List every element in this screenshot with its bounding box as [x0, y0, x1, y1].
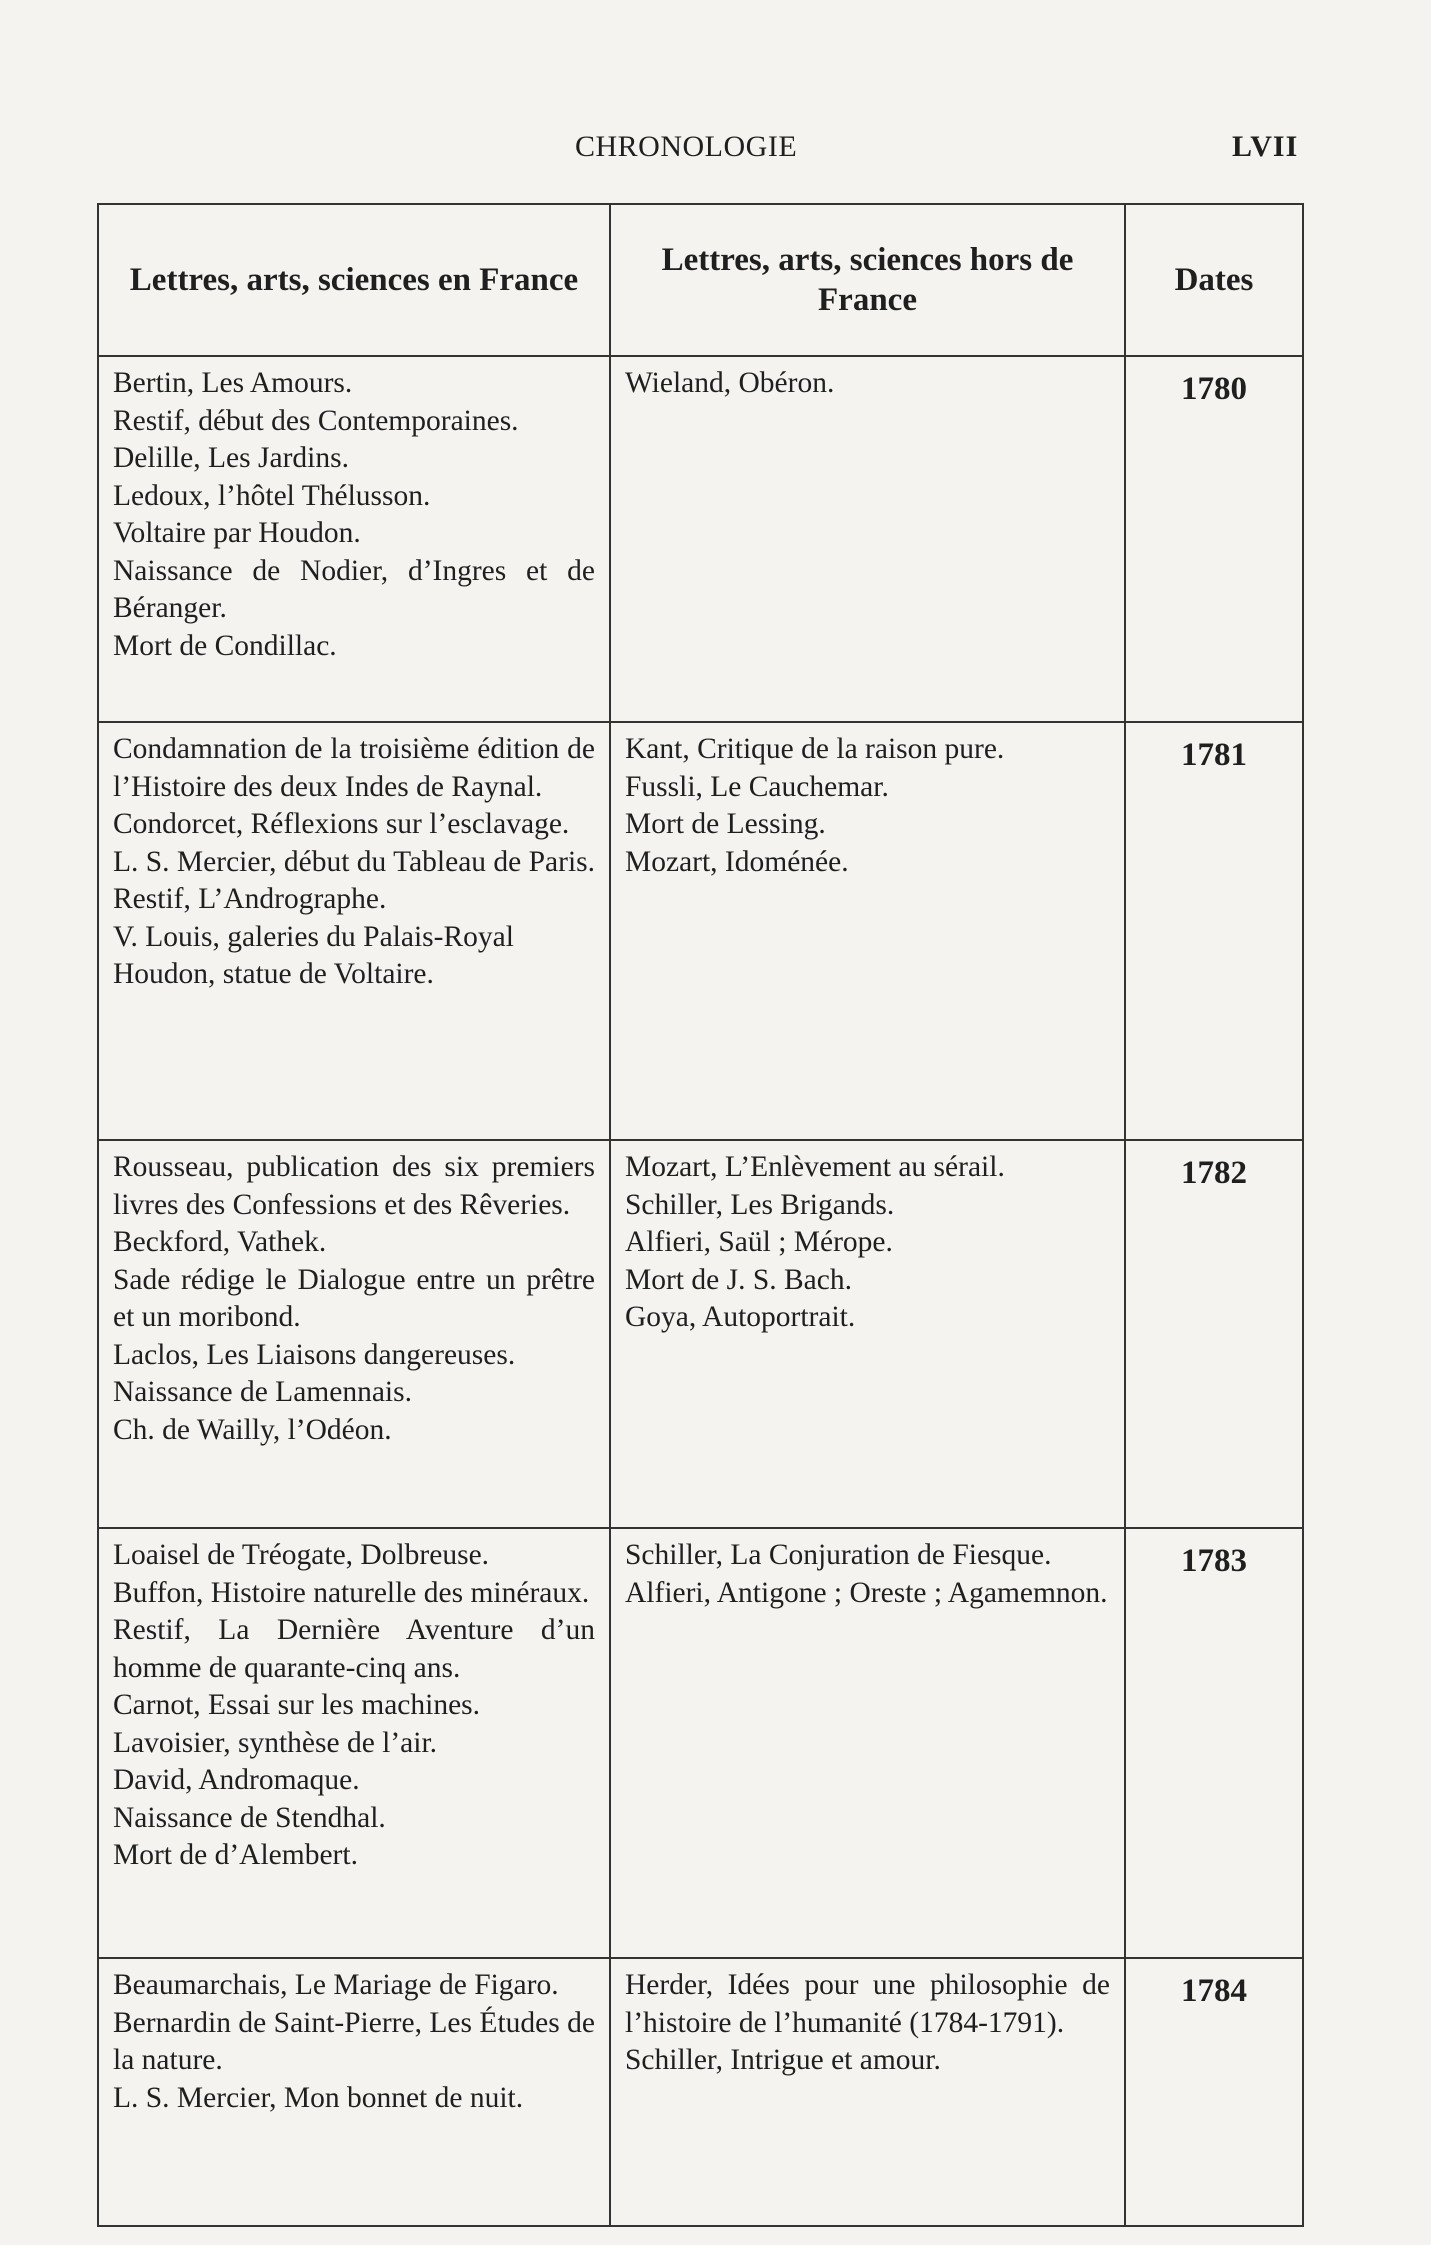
cell-abroad	[610, 1528, 1125, 1958]
cell-france	[98, 722, 610, 1140]
entry: Delille, Les Jardins.	[113, 442, 349, 474]
entry: Beckford, Vathek.	[113, 1226, 327, 1258]
entry: Bernardin de Saint-Pierre, Les Études de la nature.	[113, 2006, 595, 2076]
table-row	[98, 722, 1303, 1140]
entry: Naissance de Lamennais.	[113, 1376, 412, 1408]
table-row	[98, 1958, 1303, 2226]
entry: Herder, Idées pour une philosophie de l’histoire de l’humanité (1784-1791).	[625, 1969, 1110, 2039]
entry: Wieland, Obéron.	[625, 367, 835, 399]
cell-abroad	[610, 356, 1125, 722]
entry: Fussli, Le Cauchemar.	[625, 770, 889, 803]
entry: Voltaire par Houdon.	[113, 517, 361, 549]
entry: Mort de d’Alembert.	[113, 1839, 358, 1871]
cell-france	[98, 1958, 610, 2226]
entry: L. S. Mercier, début du Tableau de Paris.	[113, 845, 596, 878]
cell-abroad	[610, 722, 1125, 1140]
column-header-abroad: Lettres, arts, sciences hors de France	[610, 204, 1125, 356]
entry: Mozart, L’Enlèvement au sérail.	[625, 1151, 1005, 1183]
cell-date: 1783	[1125, 1528, 1303, 1958]
column-header-france: Lettres, arts, sciences en France	[98, 204, 610, 356]
entry: Houdon, statue de Voltaire.	[113, 958, 434, 990]
entry: Restif, début des Contemporaines.	[113, 404, 519, 437]
entry: Carnot, Essai sur les machines.	[113, 1689, 481, 1721]
entry: Alfieri, Antigone ; Oreste ; Agamemnon.	[625, 1576, 1108, 1609]
entry: Sade rédige le Dialogue entre un prêtre et un moribond.	[113, 1263, 595, 1333]
entry: David, Andromaque.	[113, 1764, 360, 1796]
entry: Schiller, Intrigue et amour.	[625, 2044, 941, 2076]
entry: Beaumarchais, Le Mariage de Figaro.	[113, 1969, 559, 2001]
entry: Ledoux, l’hôtel Thélusson.	[113, 479, 431, 512]
cell-date: 1781	[1125, 722, 1303, 1140]
entry: Loaisel de Tréogate, Dolbreuse.	[113, 1539, 490, 1571]
chronology-table	[97, 203, 1304, 2227]
entry: Alfieri, Saül ; Mérope.	[625, 1226, 893, 1258]
entry: Lavoisier, synthèse de l’air.	[113, 1726, 438, 1759]
entry: Schiller, Les Brigands.	[625, 1188, 895, 1221]
entry: Mort de J. S. Bach.	[625, 1263, 852, 1296]
entry: Naissance de Nodier, d’Ingres et de Béranger.	[113, 554, 595, 624]
entry: Restif, La Dernière Aventure d’un homme de quarante-cinq ans.	[113, 1614, 595, 1684]
cell-france	[98, 356, 610, 722]
entry: Rousseau, publication des six premiers livres des Confessions et des Rêveries.	[113, 1151, 595, 1221]
table-row	[98, 356, 1303, 722]
table-header-row	[98, 204, 1303, 356]
entry: Buffon, Histoire naturelle des minéraux.	[113, 1576, 590, 1609]
entry: Bertin, Les Amours.	[113, 367, 353, 399]
entry: V. Louis, galeries du Palais-Royal	[113, 920, 514, 953]
entry: Goya, Autoportrait.	[625, 1301, 856, 1333]
cell-date: 1780	[1125, 356, 1303, 722]
cell-date: 1782	[1125, 1140, 1303, 1528]
entry: Mort de Lessing.	[625, 808, 826, 840]
entry: L. S. Mercier, Mon bonnet de nuit.	[113, 2081, 524, 2114]
table-row	[98, 1528, 1303, 1958]
entry: Mozart, Idoménée.	[625, 845, 849, 878]
cell-abroad	[610, 1140, 1125, 1528]
entry: Ch. de Wailly, l’Odéon.	[113, 1413, 392, 1446]
entry: Laclos, Les Liaisons dangereuses.	[113, 1338, 516, 1371]
table-row	[98, 1140, 1303, 1528]
entry: Condamnation de la troisième édition de l’Histoire des deux Indes de Raynal.	[113, 733, 595, 803]
cell-france	[98, 1140, 610, 1528]
entry: Naissance de Stendhal.	[113, 1801, 386, 1834]
cell-abroad	[610, 1958, 1125, 2226]
cell-france	[98, 1528, 610, 1958]
running-head	[0, 130, 1431, 180]
page-number: LVII	[1232, 130, 1299, 163]
entry: Condorcet, Réflexions sur l’esclavage.	[113, 808, 570, 840]
column-header-dates: Dates	[1125, 204, 1303, 356]
entry: Kant, Critique de la raison pure.	[625, 733, 1005, 765]
running-head-title: CHRONOLOGIE	[575, 130, 798, 163]
entry: Schiller, La Conjuration de Fiesque.	[625, 1539, 1052, 1571]
entry: Restif, L’Andrographe.	[113, 883, 387, 915]
entry: Mort de Condillac.	[113, 629, 337, 662]
cell-date: 1784	[1125, 1958, 1303, 2226]
